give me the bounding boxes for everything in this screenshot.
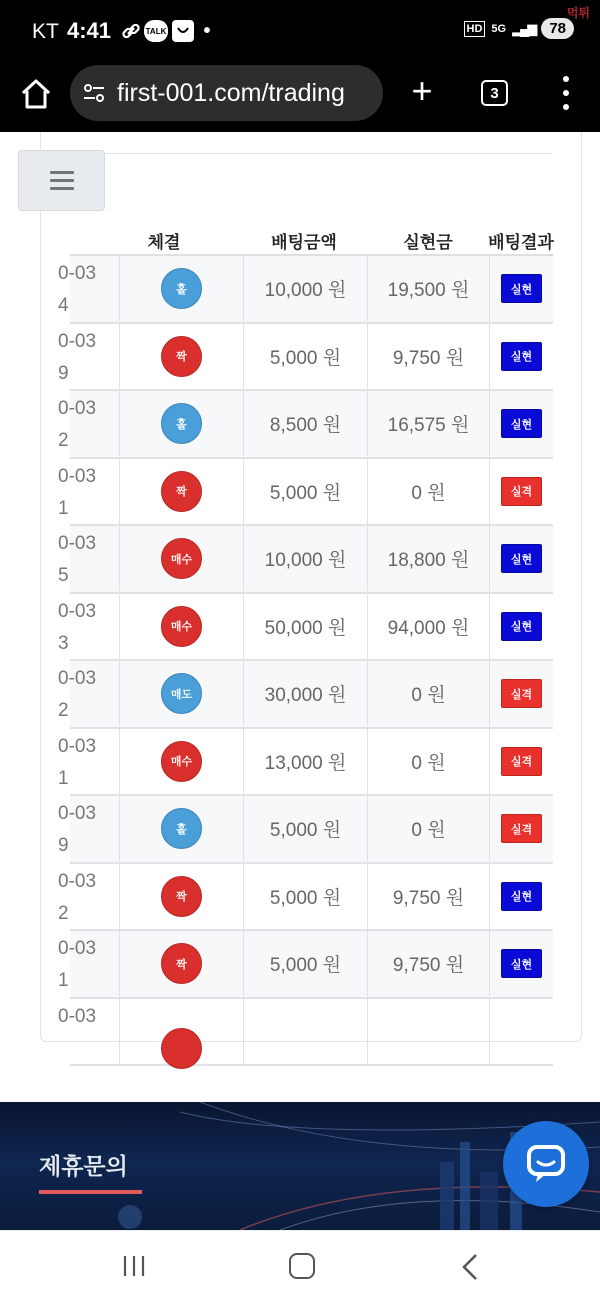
execution-cell — [120, 256, 244, 321]
execution-cell — [120, 594, 244, 659]
date-bottom: 2 — [58, 430, 69, 451]
bet-amount-cell: 30,000 원 — [244, 661, 368, 726]
date-bottom: 3 — [58, 632, 69, 654]
carrier-label: KT — [32, 20, 59, 43]
table-row — [58, 999, 553, 1067]
date-top: 0-03 — [58, 263, 97, 284]
table-row — [58, 459, 553, 527]
execution-cell — [120, 459, 244, 524]
date-cell — [58, 931, 120, 996]
execution-type-badge: 짝 — [161, 876, 202, 917]
execution-cell — [120, 526, 244, 591]
execution-type-badge: 홀 — [161, 808, 202, 849]
realized-cell: 9,750 원 — [368, 324, 490, 389]
status-icons — [464, 18, 574, 39]
signal-icon: ▂▄▆ — [512, 20, 536, 36]
date-bottom: 9 — [58, 835, 69, 856]
date-bottom: 1 — [58, 767, 69, 789]
table-row — [58, 864, 553, 932]
bet-amount-cell: 5,000 원 — [244, 864, 368, 929]
date-top: 0-03 — [58, 600, 97, 622]
date-bottom: 1 — [58, 970, 69, 991]
status-bar — [0, 0, 600, 62]
date-top: 0-03 — [58, 330, 97, 352]
result-cell — [490, 796, 553, 861]
result-badge: 실격 — [501, 814, 542, 843]
bet-amount-cell: 5,000 원 — [244, 459, 368, 524]
banner-underline — [39, 1190, 142, 1194]
date-top: 0-03 — [58, 1005, 97, 1027]
trading-table[interactable] — [58, 222, 554, 1027]
result-cell — [490, 391, 553, 456]
execution-type-badge: 매수 — [161, 538, 202, 579]
plus-icon[interactable]: + — [411, 70, 433, 111]
execution-cell — [120, 864, 244, 929]
execution-cell — [120, 796, 244, 861]
result-cell — [490, 661, 553, 726]
tabs-icon[interactable]: 3 — [481, 80, 508, 106]
execution-type-badge — [161, 1028, 202, 1069]
result-badge: 실현 — [501, 274, 542, 303]
date-cell — [58, 526, 120, 591]
date-cell — [58, 324, 120, 389]
realized-cell: 19,500 원 — [368, 256, 490, 321]
bet-amount-cell: 5,000 원 — [244, 796, 368, 861]
table-header — [70, 222, 553, 255]
result-cell — [490, 864, 553, 929]
realized-cell: 9,750 원 — [368, 864, 490, 929]
date-bottom: 5 — [58, 565, 69, 586]
realized-cell: 9,750 원 — [368, 931, 490, 996]
smile-app-icon — [172, 20, 194, 42]
result-cell — [490, 931, 553, 996]
date-cell — [58, 459, 120, 524]
network-type: 5G — [491, 22, 507, 35]
execution-cell — [120, 999, 244, 1064]
date-top: 0-03 — [58, 465, 97, 487]
browser-toolbar — [0, 62, 600, 132]
table-row — [58, 931, 553, 999]
realized-cell — [368, 999, 490, 1064]
more-vert-icon[interactable] — [559, 76, 573, 110]
date-bottom: 9 — [58, 362, 69, 384]
hd-voice-icon: HD — [464, 21, 486, 37]
result-badge: 실현 — [501, 612, 542, 641]
android-nav-bar — [0, 1230, 600, 1300]
date-cell — [58, 999, 120, 1064]
table-row — [58, 526, 553, 594]
realized-cell: 18,800 원 — [368, 526, 490, 591]
date-bottom: 1 — [58, 497, 69, 519]
chat-icon[interactable] — [503, 1121, 589, 1207]
bet-amount-cell: 13,000 원 — [244, 729, 368, 794]
address-bar[interactable] — [70, 65, 383, 121]
col-header-execution: 체결 — [147, 233, 181, 252]
date-top: 0-03 — [58, 870, 97, 892]
date-cell — [58, 864, 120, 929]
execution-cell — [120, 391, 244, 456]
col-header-realized: 실현금 — [403, 233, 453, 252]
execution-cell — [120, 729, 244, 794]
execution-cell — [120, 661, 244, 726]
bet-amount-cell: 50,000 원 — [244, 594, 368, 659]
date-top: 0-03 — [58, 398, 97, 419]
result-cell — [490, 256, 553, 321]
execution-cell — [120, 931, 244, 996]
result-badge: 실현 — [501, 409, 542, 438]
home-icon[interactable] — [18, 76, 54, 112]
result-cell — [490, 324, 553, 389]
table-row — [58, 661, 553, 729]
result-badge: 실격 — [501, 747, 542, 776]
result-badge: 실격 — [501, 477, 542, 506]
execution-type-badge: 홀 — [161, 403, 202, 444]
execution-type-badge: 짝 — [161, 336, 202, 377]
result-cell — [490, 594, 553, 659]
result-badge: 실격 — [501, 679, 542, 708]
date-top: 0-03 — [58, 938, 97, 959]
divider — [60, 153, 552, 154]
battery-level: 78 — [541, 18, 574, 39]
bet-amount-cell: 8,500 원 — [244, 391, 368, 456]
bet-amount-cell: 10,000 원 — [244, 256, 368, 321]
table-row — [58, 729, 553, 797]
date-bottom: 4 — [58, 295, 69, 316]
table-row — [58, 796, 553, 864]
result-badge: 실현 — [501, 949, 542, 978]
col-header-result: 배팅결과 — [488, 233, 554, 252]
realized-cell: 0 원 — [368, 661, 490, 726]
realized-cell: 0 원 — [368, 796, 490, 861]
date-cell — [58, 661, 120, 726]
realized-cell: 0 원 — [368, 729, 490, 794]
execution-type-badge: 매도 — [161, 673, 202, 714]
date-cell — [58, 391, 120, 456]
table-row — [58, 391, 553, 459]
table-row — [58, 594, 553, 662]
result-cell — [490, 729, 553, 794]
bet-amount-cell: 5,000 원 — [244, 931, 368, 996]
result-cell — [490, 526, 553, 591]
date-bottom: 2 — [58, 902, 69, 924]
col-header-bet-amount: 배팅금액 — [271, 233, 337, 252]
date-cell — [58, 729, 120, 794]
notification-dot-icon: • — [203, 19, 211, 42]
execution-cell — [120, 324, 244, 389]
realized-cell: 16,575 원 — [368, 391, 490, 456]
execution-type-badge: 짝 — [161, 943, 202, 984]
back-icon[interactable] — [460, 1253, 480, 1281]
execution-type-badge: 매수 — [161, 741, 202, 782]
table-row — [58, 324, 553, 392]
date-cell — [58, 594, 120, 659]
kakaotalk-icon: TALK — [144, 20, 168, 42]
date-cell — [58, 796, 120, 861]
hamburger-menu-icon[interactable] — [18, 150, 105, 211]
result-badge: 실현 — [501, 882, 542, 911]
result-cell — [490, 459, 553, 524]
date-top: 0-03 — [58, 668, 97, 689]
result-badge: 실현 — [501, 544, 542, 573]
execution-type-badge: 홀 — [161, 268, 202, 309]
date-cell — [58, 256, 120, 321]
clock: 4:41 — [67, 18, 112, 43]
date-top: 0-03 — [58, 533, 97, 554]
tune-icon[interactable] — [82, 81, 106, 105]
url-text[interactable]: first-001.com/trading — [117, 79, 345, 107]
date-top: 0-03 — [58, 735, 97, 757]
bet-amount-cell — [244, 999, 368, 1064]
link-icon — [120, 20, 142, 42]
result-badge: 실현 — [501, 342, 542, 371]
nav-home-icon[interactable] — [289, 1253, 315, 1279]
recent-apps-icon[interactable] — [122, 1255, 146, 1277]
bet-amount-cell: 10,000 원 — [244, 526, 368, 591]
execution-type-badge: 매수 — [161, 606, 202, 647]
date-bottom: 2 — [58, 700, 69, 721]
realized-cell: 0 원 — [368, 459, 490, 524]
bet-amount-cell: 5,000 원 — [244, 324, 368, 389]
table-row — [58, 256, 553, 324]
execution-type-badge: 짝 — [161, 471, 202, 512]
result-cell — [490, 999, 553, 1064]
date-top: 0-03 — [58, 803, 97, 824]
watermark: 먹튀 — [566, 6, 590, 20]
realized-cell: 94,000 원 — [368, 594, 490, 659]
banner-title[interactable]: 제휴문의 — [39, 1153, 128, 1179]
